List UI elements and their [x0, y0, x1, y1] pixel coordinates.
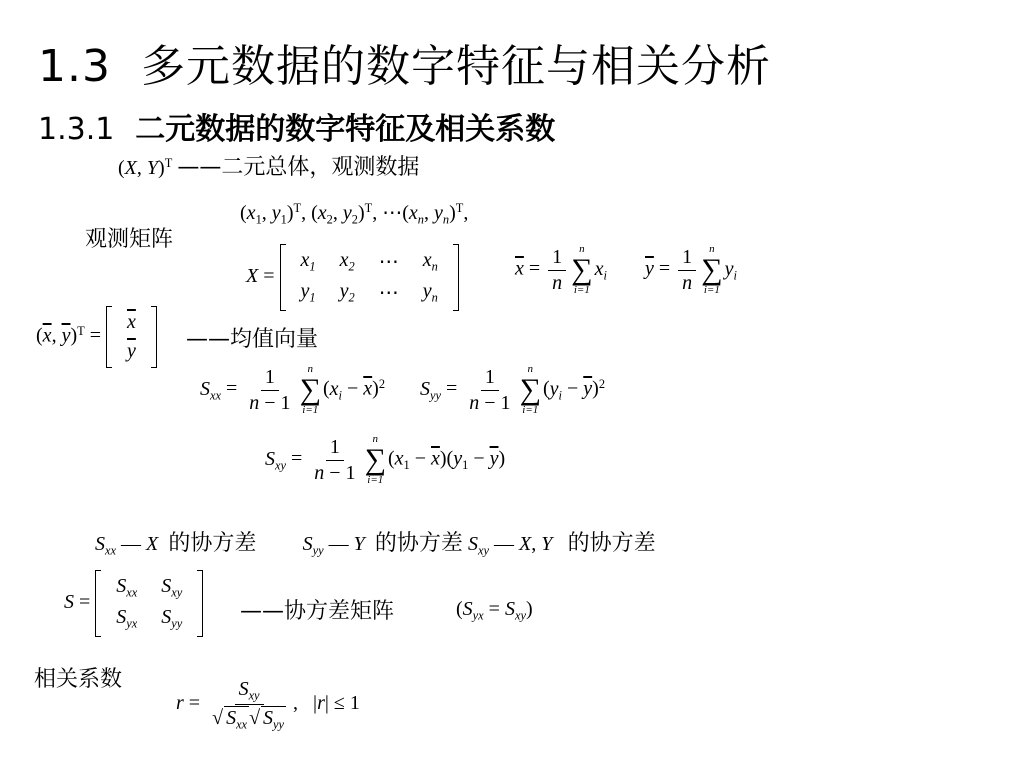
- cov-xy-desc: 的协方差: [567, 531, 656, 556]
- section-title: 多元数据的数字特征与相关分析: [140, 41, 771, 92]
- observation-label: 观测矩阵: [85, 227, 174, 252]
- observation-sequence: ($x_1$, $y_1)^T$, ($x_2$, $y_2)^T$, $\cdots(x_n$, $y_n)^T$,: [240, 201, 469, 227]
- cov-yy-desc: 的协方差: [374, 531, 463, 556]
- sxx-formula: $S_{xx}$ = $\frac{1}{n - 1}$ n ∑ i=1 $(x_i - \overline{x})^2$: [200, 363, 386, 416]
- subsection-number: 1.3.1: [38, 112, 115, 147]
- cov-matrix-formula: S = $S_{xx}$ $S_{xy}$ $S_{yx}$ $S_{yy}$: [64, 570, 203, 637]
- section-heading: [38, 30, 771, 94]
- section-number: 1.3: [38, 41, 111, 92]
- corr-label: 相关系数: [34, 667, 123, 692]
- population-formula: (X, Y)$^T$: [118, 156, 173, 179]
- symmetry-note: $(S_{yx} = S_{xy})$: [456, 598, 533, 623]
- subsection-heading: [38, 104, 555, 148]
- syy-formula: $S_{yy}$ = $\frac{1}{n - 1}$ n ∑ i=1 $(y_i - \overline{y})^2$: [420, 363, 606, 416]
- matrix-bracket: $x_1$ $x_2$ ⋯ $x_n$ $y_1$ $y_2$ ⋯ $y_n$: [280, 244, 459, 311]
- cov-matrix-desc: ——协方差矩阵: [240, 599, 395, 624]
- corr-formula: r = $\frac{S_{xy}}{√ S_{xx} √ S_{yy}}$ , |r| ≤ 1: [176, 678, 360, 731]
- mean-vector-desc: ——均值向量: [186, 327, 319, 352]
- cov-desc-line: $S_{xx}$ — X 的协方差 $S_{yy}$ — Y 的协方差 $S_{xy}$ — X, Y 的协方差: [95, 531, 656, 558]
- population-line: [118, 150, 419, 181]
- population-desc: ——二元总体，观测数据: [177, 155, 420, 180]
- mean-y-formula: $\overline{y}$ = $\frac{1}{n}$ n ∑ i=1 $y_i$: [645, 243, 737, 296]
- mean-vector-formula: ($\overline{x}$, $\overline{y})^T$ = $\overline{x}$ $\overline{y}$: [36, 306, 157, 368]
- subsection-title: 二元数据的数字特征及相关系数: [135, 112, 556, 147]
- observation-matrix: X = $x_1$ $x_2$ ⋯ $x_n$ $y_1$ $y_2$ ⋯ $y_n$: [246, 244, 459, 311]
- cov-xx-desc: 的协方差: [168, 531, 257, 556]
- mean-x-formula: $\overline{x}$ = $\frac{1}{n}$ n ∑ i=1 $x_i$: [515, 243, 607, 296]
- sxy-formula: $S_{xy}$ = $\frac{1}{n - 1}$ n ∑ i=1 $(x_1 - \overline{x})(y_1 - \overline{y})$: [265, 433, 506, 486]
